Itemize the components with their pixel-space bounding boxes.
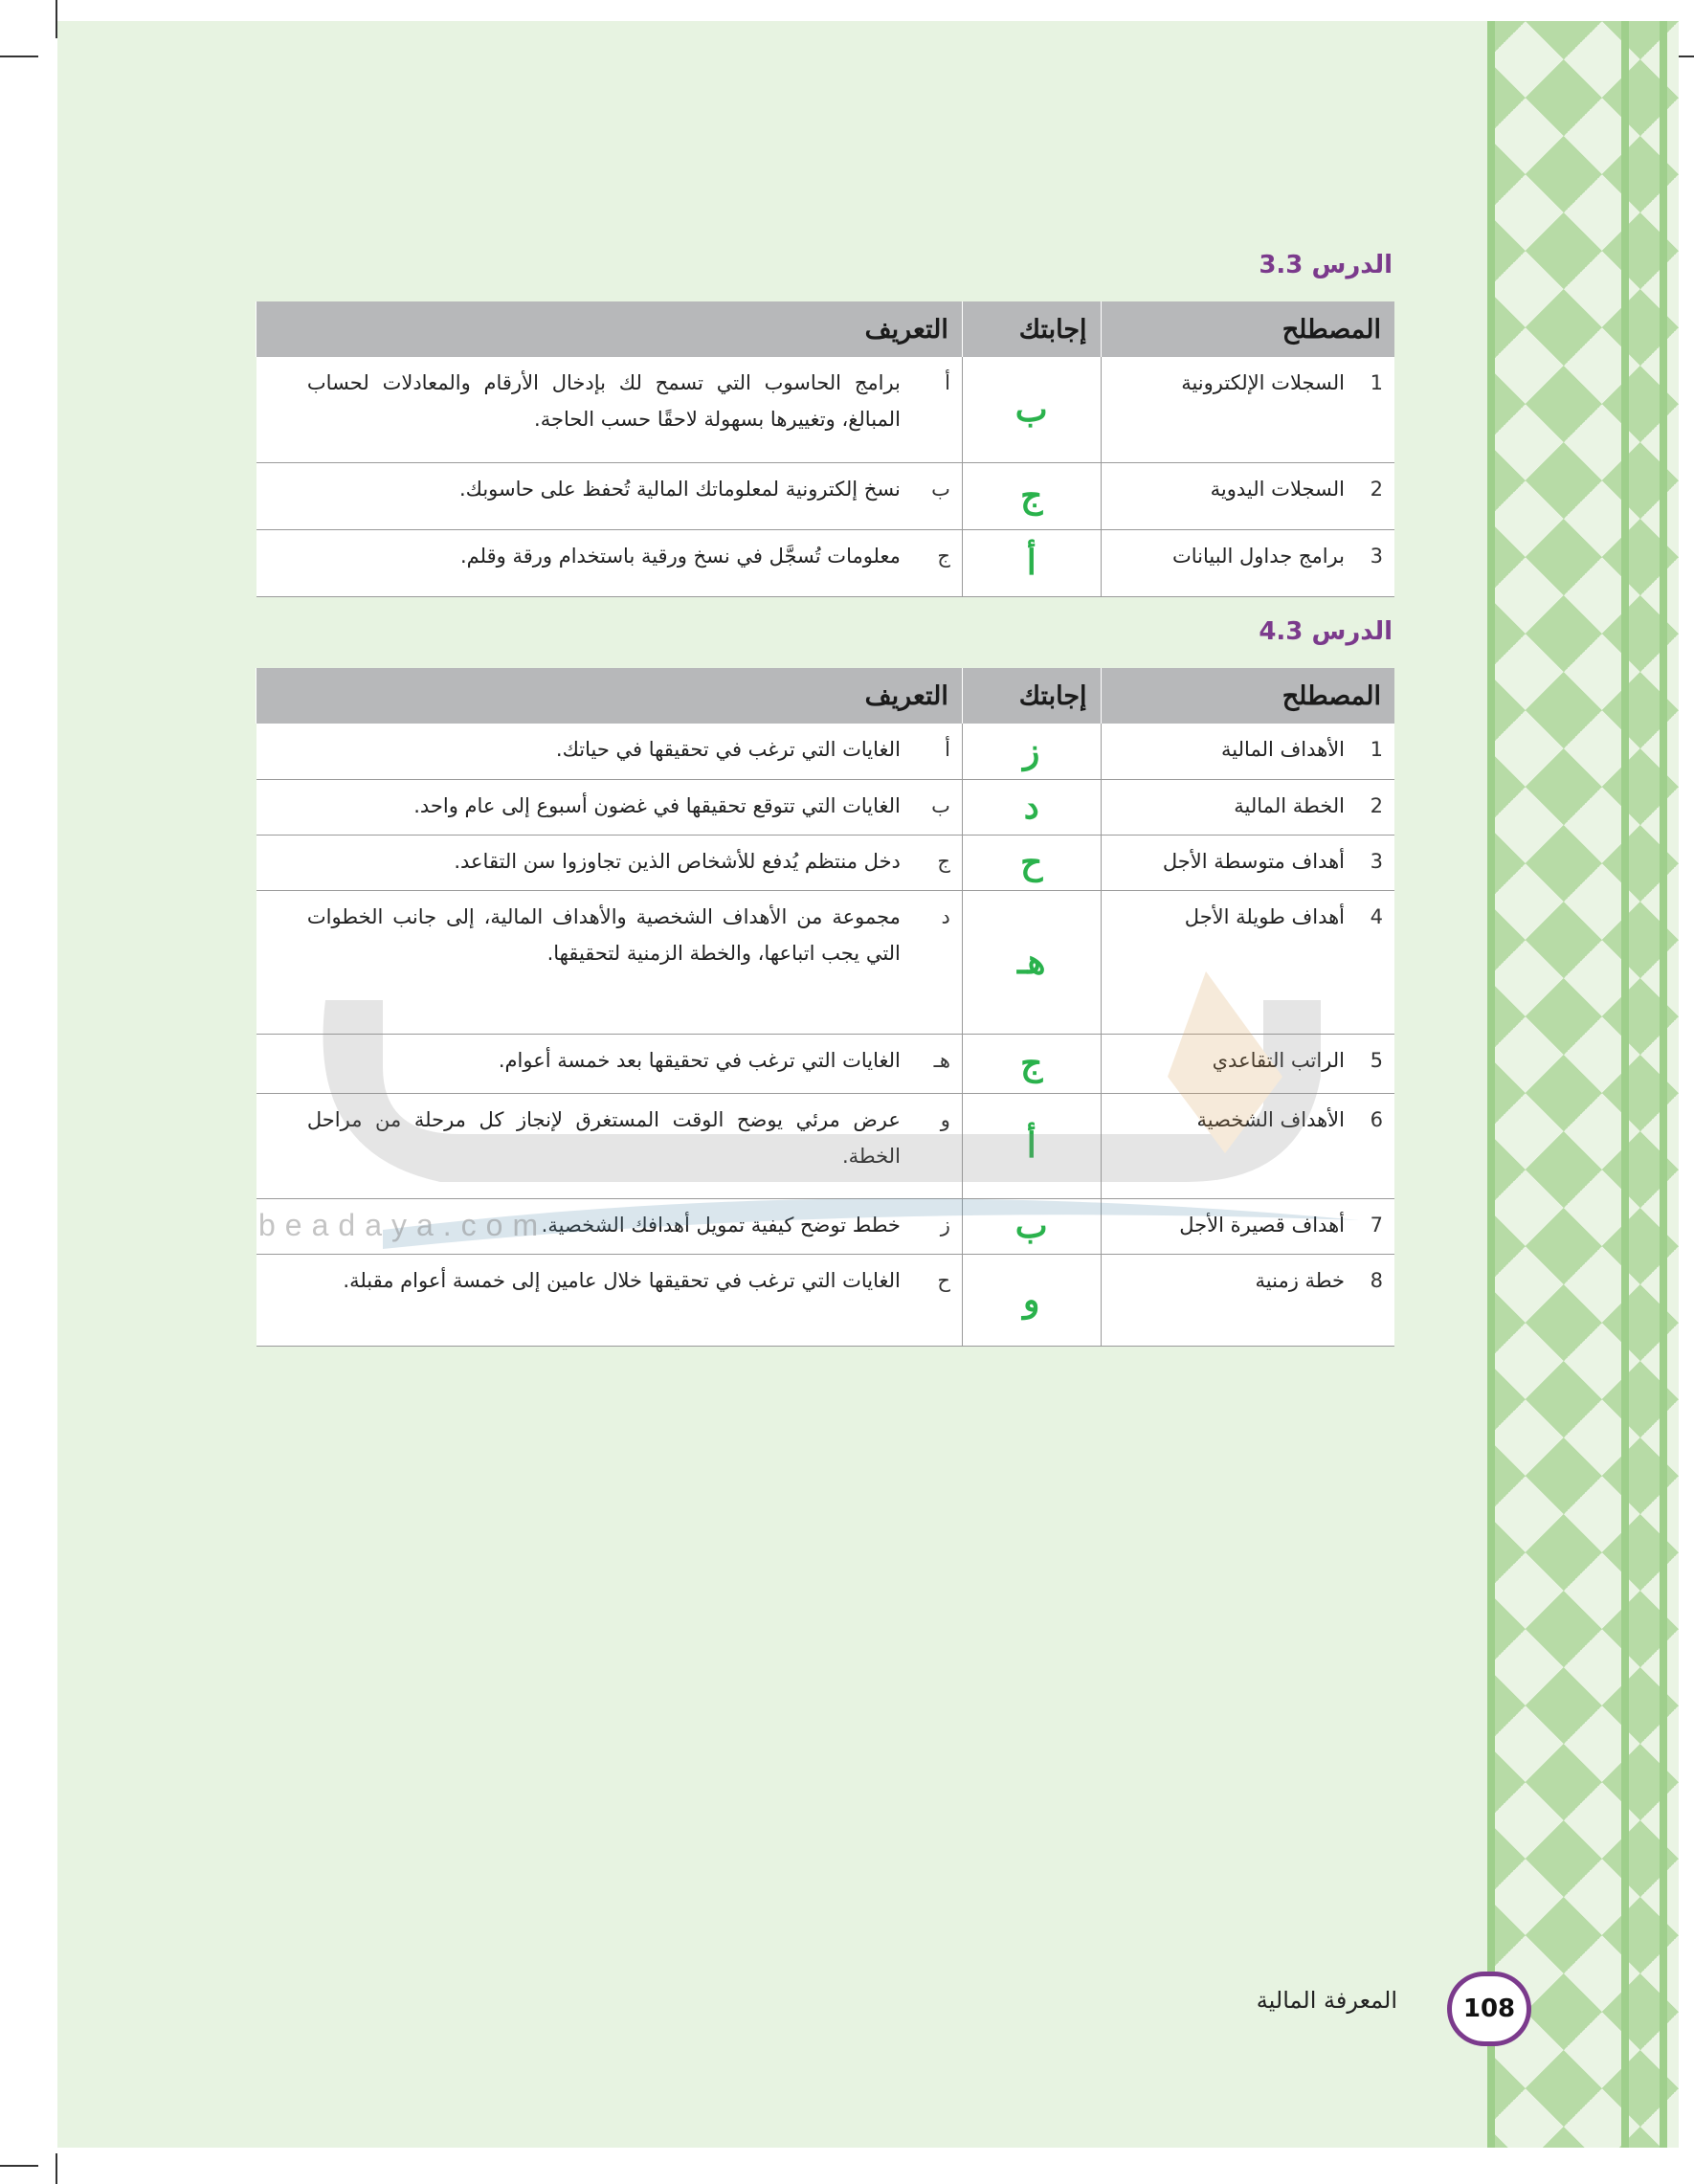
definition-cell [256,779,963,835]
row-number: 4 [1370,904,1383,928]
term-text: الراتب التقاعدي [1212,1048,1345,1072]
watermark-url: beadaya.com [258,1208,548,1242]
answer-cell: د [962,779,1101,835]
crop-mark [0,56,38,57]
row-number: 7 [1370,1213,1383,1237]
answer-column-header: إجابتك [962,301,1101,357]
definition-text: مجموعة من الأهداف الشخصية والأهداف المالية، إلى جانب الخطوات التي يجب اتباعها، والخطة الزمنية لتحقيقها. [306,904,901,965]
answer-cell: ح [962,835,1101,890]
definition-text: خطط توضح كيفية تمويل أهدافك الشخصية. [541,1213,901,1237]
definition-text: نسخ إلكترونية لمعلوماتك المالية تُحفظ على حاسوبك. [458,477,901,501]
definition-cell [256,529,963,596]
row-number: 2 [1370,793,1383,817]
definition-cell [256,724,963,779]
definition-letter: ز [940,1213,950,1237]
definition-letter: هـ [933,1048,950,1072]
definition-letter: و [940,1107,950,1131]
answer-cell: ز [962,724,1101,779]
table-row [256,529,1395,596]
definition-letter: ح [937,1268,950,1292]
term-cell [1101,1198,1394,1254]
definition-cell [256,462,963,529]
term-text: الأهداف المالية [1221,738,1345,761]
answer-column-header: إجابتك [962,668,1101,724]
term-text: برامج جداول البيانات [1172,544,1345,568]
definition-cell [256,357,963,462]
table-row [256,357,1395,462]
term-text: الخطة المالية [1234,793,1345,817]
answer-cell: ب [962,1198,1101,1254]
term-cell [1101,1093,1394,1198]
decorative-side-band [1487,21,1679,2148]
answer-cell: ج [962,1034,1101,1093]
term-column-header: المصطلح [1101,301,1394,357]
term-text: خطة زمنية [1255,1268,1345,1292]
table-row [256,1034,1395,1093]
table-row [256,724,1395,779]
term-cell [1101,1034,1394,1093]
row-number: 5 [1370,1048,1383,1072]
definition-letter: ب [931,477,950,501]
answer-cell: أ [962,529,1101,596]
term-cell [1101,724,1394,779]
answer-cell: أ [962,1093,1101,1198]
definition-text: الغايات التي ترغب في تحقيقها في حياتك. [555,738,901,761]
definition-column-header: التعريف [256,668,963,724]
definition-letter: د [941,904,950,928]
term-column-header: المصطلح [1101,668,1394,724]
table-header-row [256,301,1395,357]
definition-text: الغايات التي ترغب في تحقيقها بعد خمسة أعوام. [498,1048,901,1072]
definition-text: دخل منتظم يُدفع للأشخاص الذين تجاوزوا سن التقاعد. [454,849,901,873]
row-number: 1 [1370,371,1383,394]
table-row [256,462,1395,529]
definition-cell [256,1093,963,1198]
crop-mark [56,2153,57,2184]
table-row [256,1254,1395,1346]
page-number: 108 [1447,1972,1531,2046]
table-row [256,1093,1395,1198]
lesson-3-3-title: الدرس 3.3 [1259,251,1393,279]
answer-cell: ج [962,462,1101,529]
lesson-4-3-table [256,668,1394,1347]
answer-cell: هـ [962,890,1101,1034]
definition-letter: أ [945,738,950,761]
definition-letter: أ [945,371,950,394]
definition-text: معلومات تُسجَّل في نسخ ورقية باستخدام ورقة وقلم. [459,544,901,568]
book-title: المعرفة المالية [1256,1987,1397,2014]
definition-text: برامج الحاسوب التي تسمح لك بإدخال الأرقام والمعادلات لحساب المبالغ، وتغييرها بسهولة لاحقًا حسب الحاجة. [306,371,901,431]
definition-letter: ب [931,793,950,817]
term-cell [1101,835,1394,890]
term-cell [1101,1254,1394,1346]
row-number: 1 [1370,738,1383,761]
definition-letter: ج [937,544,950,568]
lesson-3-3-table [256,301,1394,597]
term-cell [1101,357,1394,462]
definition-letter: ج [937,849,950,873]
answer-cell: ب [962,357,1101,462]
term-text: السجلات الإلكترونية [1181,371,1345,394]
side-stripe [1660,21,1667,2148]
side-stripe [1621,21,1629,2148]
definition-text: عرض مرئي يوضح الوقت المستغرق لإنجاز كل مرحلة من مراحل الخطة. [306,1107,901,1168]
answer-cell: و [962,1254,1101,1346]
side-stripe [1487,21,1495,2148]
lesson-4-3-title: الدرس 4.3 [1259,617,1393,646]
definition-cell [256,1254,963,1346]
row-number: 3 [1370,849,1383,873]
term-text: أهداف متوسطة الأجل [1162,849,1345,873]
definition-text: الغايات التي تتوقع تحقيقها في غضون أسبوع إلى عام واحد. [413,793,901,817]
crop-mark [0,2165,38,2167]
table-row [256,779,1395,835]
definition-cell [256,835,963,890]
row-number: 3 [1370,544,1383,568]
term-text: السجلات اليدوية [1210,477,1345,501]
table-row [256,835,1395,890]
term-cell [1101,529,1394,596]
table-header-row [256,668,1395,724]
term-text: أهداف طويلة الأجل [1184,904,1345,928]
definition-cell [256,1034,963,1093]
row-number: 2 [1370,477,1383,501]
definition-cell [256,890,963,1034]
term-cell [1101,462,1394,529]
row-number: 8 [1370,1268,1383,1292]
table-row [256,890,1395,1034]
term-text: أهداف قصيرة الأجل [1179,1213,1345,1237]
definition-column-header: التعريف [256,301,963,357]
term-cell [1101,779,1394,835]
row-number: 6 [1370,1107,1383,1131]
definition-text: الغايات التي ترغب في تحقيقها خلال عامين إلى خمسة أعوام مقبلة. [343,1268,901,1292]
term-text: الأهداف الشخصية [1196,1107,1345,1131]
term-cell [1101,890,1394,1034]
